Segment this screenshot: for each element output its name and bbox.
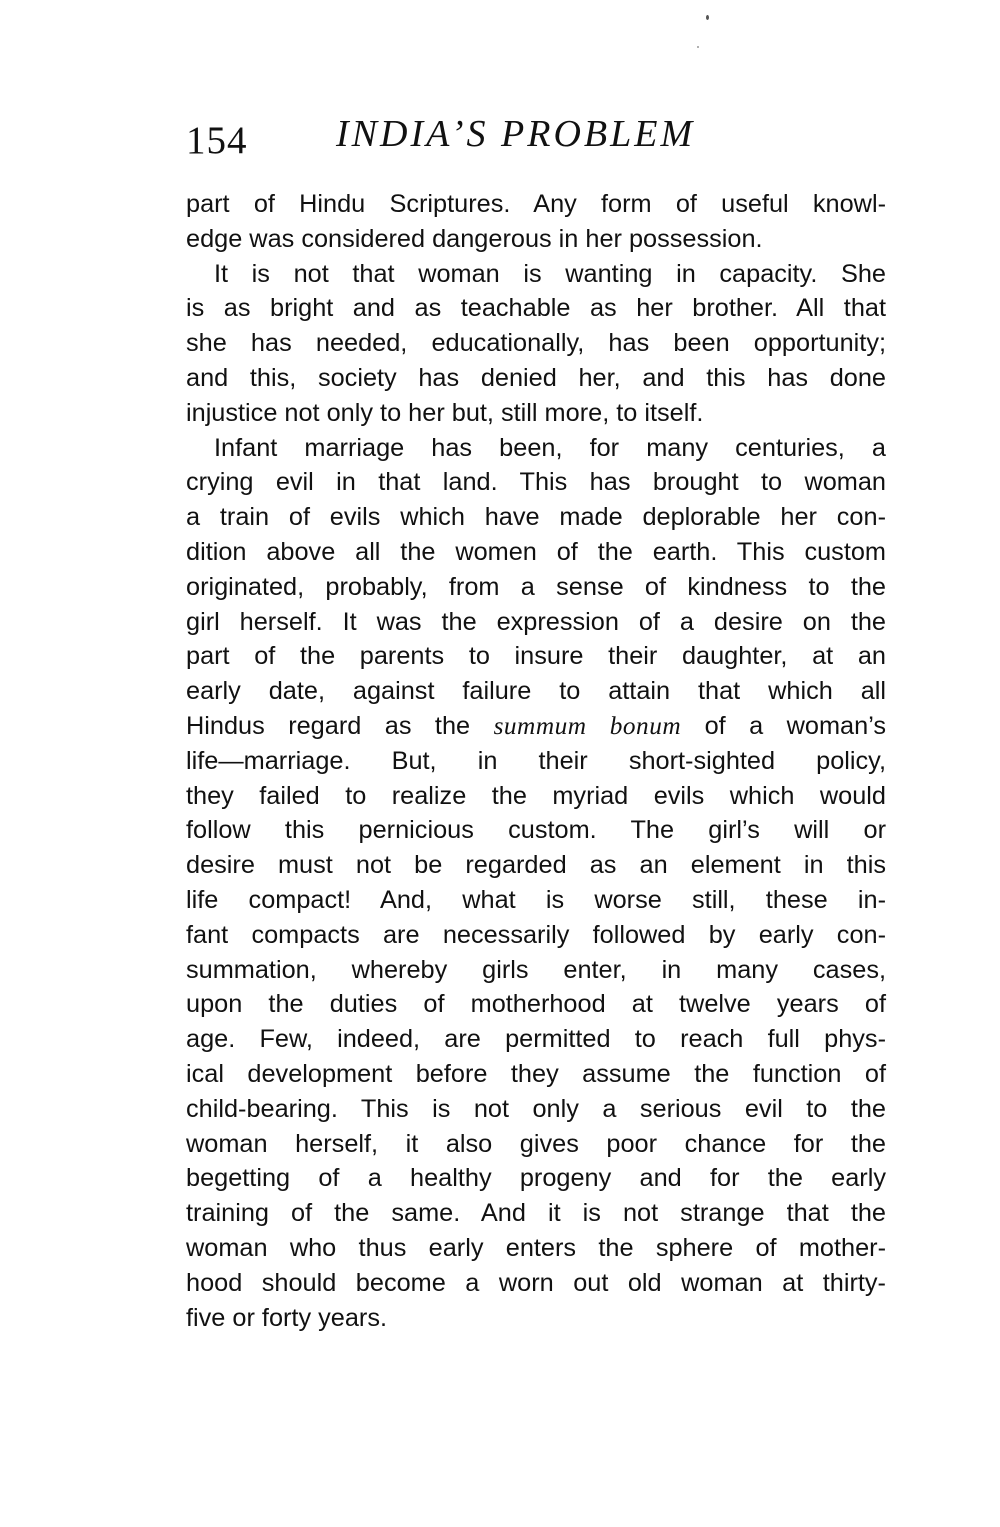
text-line: crying evil in that land. This has brought to woman: [186, 468, 886, 497]
body-text: [186, 187, 886, 1335]
text-line: early date, against failure to attain that which all: [186, 677, 886, 706]
text-line: they failed to realize the myriad evils which would: [186, 781, 886, 810]
text-line-with-italic: [186, 709, 886, 744]
text-line: ical development before they assume the function of: [186, 1059, 886, 1088]
italic-phrase: summum bonum: [493, 711, 682, 740]
text-line: part of the parents to insure their daughter, at an: [186, 642, 886, 671]
text-line: Infant marriage has been, for many centuries, a: [214, 433, 886, 462]
text-segment: Hindus regard as the: [186, 711, 471, 740]
text-line: part of Hindu Scriptures. Any form of useful knowl-: [186, 190, 886, 218]
text-line: is as bright and as teachable as her brother. All that: [186, 294, 886, 323]
text-line: life—marriage. But, in their short-sighted policy,: [186, 746, 886, 775]
text-line: training of the same. And it is not strange that the: [186, 1199, 886, 1228]
text-line: desire must not be regarded as an element in this: [186, 851, 886, 880]
text-line: life compact! And, what is worse still, these in-: [186, 885, 886, 914]
text-line: hood should become a worn out old woman at thirty-: [186, 1268, 886, 1297]
text-line: dition above all the women of the earth. This custom: [186, 537, 886, 566]
text-line: child-bearing. This is not only a serious evil to the: [186, 1094, 886, 1123]
text-line: upon the duties of motherhood at twelve years of: [186, 990, 886, 1019]
text-line: begetting of a healthy progeny and for the early: [186, 1164, 886, 1193]
text-line: girl herself. It was the expression of a desire on the: [186, 607, 886, 636]
text-line: edge was considered dangerous in her possession.: [186, 224, 763, 253]
scan-speck: [706, 15, 709, 20]
text-segment: of a woman’s: [704, 711, 887, 740]
text-line: and this, society has denied her, and this has done: [186, 363, 886, 392]
text-line: a train of evils which have made deplorable her con-: [186, 503, 886, 532]
page-header: [186, 112, 886, 162]
running-title: INDIA’S PROBLEM: [336, 113, 696, 155]
scan-speck: [697, 46, 699, 48]
text-line: summation, whereby girls enter, in many cases,: [186, 955, 886, 984]
text-line: woman herself, it also gives poor chance for the: [186, 1129, 886, 1158]
text-line: woman who thus early enters the sphere of mother-: [186, 1233, 886, 1262]
text-line: she has needed, educationally, has been opportunity;: [186, 329, 886, 358]
text-line: It is not that woman is wanting in capacity. She: [214, 259, 886, 288]
text-line: five or forty years.: [186, 1303, 388, 1332]
page-number: 154: [186, 119, 248, 162]
text-line: originated, probably, from a sense of kindness to the: [186, 572, 886, 601]
text-line: follow this pernicious custom. The girl’s will or: [186, 816, 886, 845]
text-line: injustice not only to her but, still more, to itself.: [186, 398, 704, 427]
text-line: age. Few, indeed, are permitted to reach full phys-: [186, 1025, 886, 1054]
text-line: fant compacts are necessarily followed by early con-: [186, 920, 886, 949]
